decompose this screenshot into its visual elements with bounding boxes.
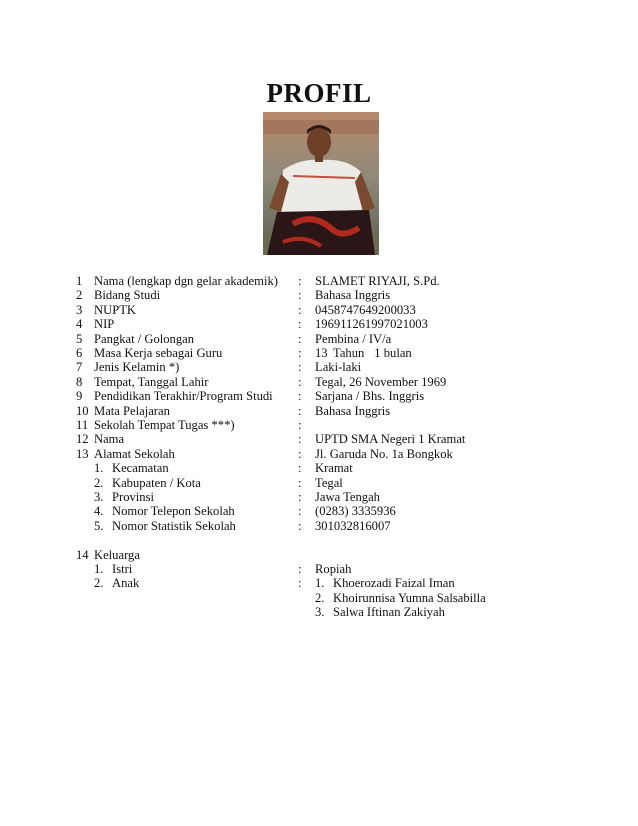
school-detail-row bbox=[0, 519, 638, 533]
row-number: 2. bbox=[94, 475, 104, 490]
row-value bbox=[315, 346, 412, 360]
row-value: Tegal bbox=[315, 475, 343, 490]
row-label: Sekolah Tempat Tugas ***) bbox=[94, 418, 235, 432]
row-value: (0283) 3335936 bbox=[315, 504, 396, 519]
row-label: NUPTK bbox=[94, 302, 136, 317]
child-name: Khoirunnisa Yumna Salsabilla bbox=[333, 590, 486, 605]
row-colon: : bbox=[298, 418, 302, 432]
school-detail-row bbox=[0, 490, 638, 504]
row-colon: : bbox=[298, 374, 302, 389]
row-colon: : bbox=[298, 576, 302, 591]
row-label: NIP bbox=[94, 317, 115, 332]
row-number: 11 bbox=[76, 418, 89, 432]
row-value: Ropiah bbox=[315, 562, 352, 576]
row-label: Nomor Statistik Sekolah bbox=[112, 518, 236, 533]
row-colon: : bbox=[298, 432, 302, 447]
profile-row bbox=[0, 274, 638, 288]
school-detail-row bbox=[0, 504, 638, 518]
child-row bbox=[0, 591, 638, 605]
row-value: Kramat bbox=[315, 461, 353, 476]
profile-row bbox=[0, 375, 638, 389]
row-number: 5 bbox=[76, 331, 83, 346]
row-label: Alamat Sekolah bbox=[94, 446, 175, 461]
row-colon: : bbox=[298, 288, 302, 303]
child-row bbox=[0, 605, 638, 619]
profile-row bbox=[0, 432, 638, 446]
row-colon: : bbox=[298, 389, 302, 404]
row-number: 13 bbox=[76, 446, 89, 461]
row-colon: : bbox=[298, 446, 302, 461]
profile-row bbox=[0, 288, 638, 302]
family-member-row bbox=[0, 562, 638, 576]
row-label: Anak bbox=[112, 576, 140, 591]
child-item bbox=[315, 605, 445, 619]
profile-row bbox=[0, 332, 638, 346]
profile-row bbox=[0, 317, 638, 331]
years-value: 13 bbox=[315, 346, 328, 360]
family-member-row bbox=[0, 576, 638, 590]
row-colon: : bbox=[298, 504, 302, 519]
profile-row bbox=[0, 404, 638, 418]
row-colon: : bbox=[298, 562, 302, 576]
child-number: 2. bbox=[315, 590, 325, 605]
row-label: Nama bbox=[94, 432, 125, 447]
row-colon: : bbox=[298, 331, 302, 346]
row-label: Pangkat / Golongan bbox=[94, 331, 195, 346]
row-label: Provinsi bbox=[112, 490, 154, 504]
profile-row bbox=[0, 418, 638, 432]
row-label: Nomor Telepon Sekolah bbox=[112, 504, 235, 519]
row-number: 8 bbox=[76, 374, 83, 389]
row-value: Jawa Tengah bbox=[315, 490, 380, 504]
row-number: 2 bbox=[76, 288, 83, 303]
profile-row bbox=[0, 346, 638, 360]
row-colon: : bbox=[298, 475, 302, 490]
row-colon: : bbox=[298, 403, 302, 418]
row-number: 7 bbox=[76, 360, 83, 375]
years-unit: Tahun bbox=[333, 346, 365, 360]
school-detail-row bbox=[0, 476, 638, 490]
row-colon: : bbox=[298, 346, 302, 360]
row-value: Tegal, 26 November 1969 bbox=[315, 374, 447, 389]
row-number: 4. bbox=[94, 504, 104, 519]
row-value: Bahasa Inggris bbox=[315, 403, 391, 418]
row-number: 9 bbox=[76, 389, 83, 404]
row-number: 1 bbox=[76, 274, 83, 288]
row-label: Kabupaten / Kota bbox=[112, 475, 201, 490]
family-heading-row bbox=[0, 548, 638, 562]
row-colon: : bbox=[298, 518, 302, 533]
row-colon: : bbox=[298, 490, 302, 504]
row-value: 196911261997021003 bbox=[315, 317, 428, 332]
row-colon: : bbox=[298, 274, 302, 288]
profile-row bbox=[0, 360, 638, 374]
row-value: 301032816007 bbox=[315, 518, 391, 533]
row-label: Bidang Studi bbox=[94, 288, 161, 303]
child-number: 1. bbox=[315, 576, 325, 591]
row-colon: : bbox=[298, 360, 302, 375]
row-label: Tempat, Tanggal Lahir bbox=[94, 374, 209, 389]
row-label: Istri bbox=[112, 562, 133, 576]
profile-row bbox=[0, 447, 638, 461]
row-value: Bahasa Inggris bbox=[315, 288, 391, 303]
row-colon: : bbox=[298, 461, 302, 476]
row-number: 5. bbox=[94, 518, 104, 533]
months-value: 1 bbox=[374, 346, 381, 360]
row-label: Pendidikan Terakhir/Program Studi bbox=[94, 389, 273, 404]
row-label: Keluarga bbox=[94, 547, 140, 562]
child-item bbox=[315, 591, 486, 605]
row-number: 3. bbox=[94, 490, 104, 504]
row-number: 4 bbox=[76, 317, 83, 332]
row-label: Kecamatan bbox=[112, 461, 169, 476]
row-value: Laki-laki bbox=[315, 360, 362, 375]
row-label: Masa Kerja sebagai Guru bbox=[94, 346, 223, 360]
row-value: Pembina / IV/a bbox=[315, 331, 392, 346]
row-value: Jl. Garuda No. 1a Bongkok bbox=[315, 446, 453, 461]
page-title: PROFIL bbox=[266, 78, 372, 108]
row-number: 6 bbox=[76, 346, 83, 360]
row-number: 1. bbox=[94, 562, 104, 576]
child-name: Khoerozadi Faizal Iman bbox=[333, 576, 455, 591]
row-value: 0458747649200033 bbox=[315, 302, 416, 317]
row-value: SLAMET RIYAJI, S.Pd. bbox=[315, 274, 440, 288]
row-value: UPTD SMA Negeri 1 Kramat bbox=[315, 432, 466, 447]
row-number: 2. bbox=[94, 576, 104, 591]
row-number: 1. bbox=[94, 461, 104, 476]
profile-row bbox=[0, 303, 638, 317]
row-number: 14 bbox=[76, 547, 89, 562]
row-number: 3 bbox=[76, 302, 83, 317]
profile-row bbox=[0, 389, 638, 403]
row-value: Sarjana / Bhs. Inggris bbox=[315, 389, 425, 404]
row-label: Mata Pelajaran bbox=[94, 403, 170, 418]
row-label: Jenis Kelamin *) bbox=[94, 360, 180, 375]
months-unit: bulan bbox=[383, 346, 412, 360]
child-number: 3. bbox=[315, 605, 325, 620]
row-colon: : bbox=[298, 302, 302, 317]
row-number: 10 bbox=[76, 403, 89, 418]
school-detail-row bbox=[0, 461, 638, 475]
row-number: 12 bbox=[76, 432, 89, 447]
row-colon: : bbox=[298, 317, 302, 332]
row-label: Nama (lengkap dgn gelar akademik) bbox=[94, 274, 278, 288]
child-name: Salwa Iftinan Zakiyah bbox=[333, 605, 445, 620]
child-item bbox=[315, 576, 455, 590]
